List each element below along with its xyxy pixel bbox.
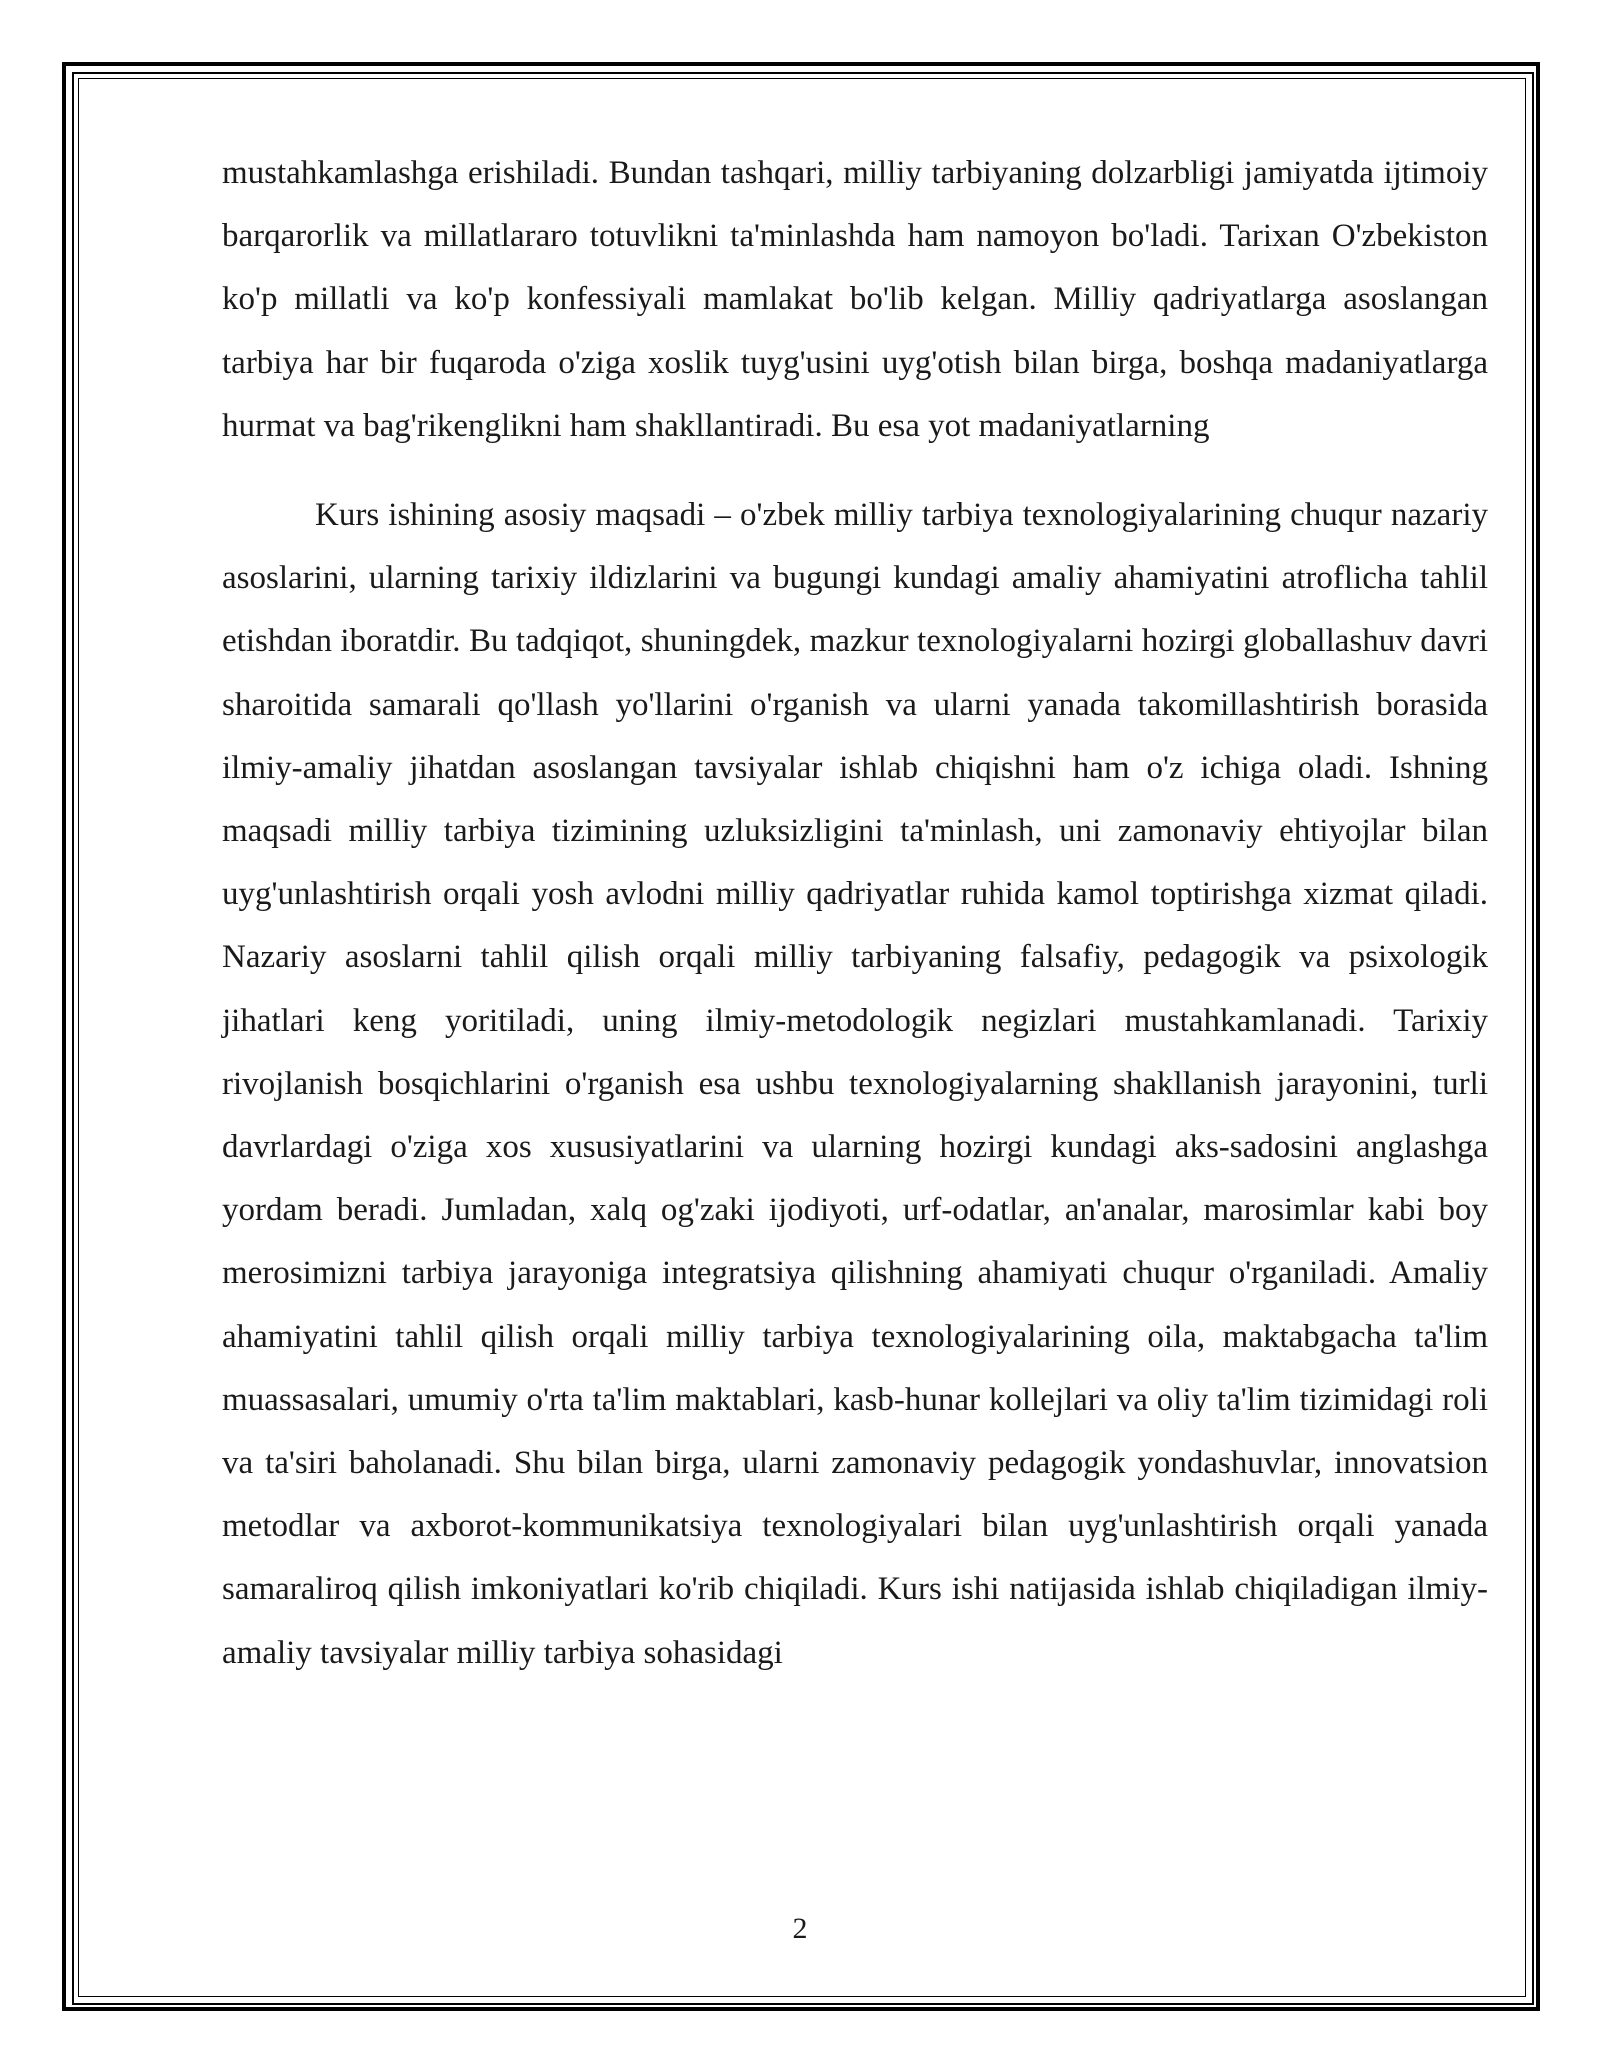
document-body (222, 142, 1488, 1685)
paragraph-continuation: mustahkamlashga erishiladi. Bundan tashqari, milliy tarbiyaning dolzarbligi jamiyatda ijtimoiy barqarorlik va millatlararo totuvlikni ta'minlashda ham namoyon bo'ladi. Tarixan O'zbekiston ko'p millatli va ko'p konfessiyali mamlakat bo'lib kelgan. Milliy qadriyatlarga asoslangan tarbiya har bir fuqaroda o'ziga xoslik tuyg'usini uyg'otish bilan birga, boshqa madaniyatlarga hurmat va bag'rikenglikni ham shakllantiradi. Bu esa yot madaniyatlarning (222, 155, 1488, 444)
paragraph-course-goal: Kurs ishining asosiy maqsadi – o'zbek milliy tarbiya texnologiyalarining chuqur nazariy asoslarini, ularning tarixiy ildizlarini va bugungi kundagi amaliy ahamiyatini atroflicha tahlil etishdan iboratdir. Bu tadqiqot, shuningdek, mazkur texnologiyalarni hozirgi globallashuv davri sharoitida samarali qo'llash yo'llarini o'rganish va ularni yanada takomillashtirish borasida ilmiy-amaliy jihatdan asoslangan tavsiyalar ishlab chiqishni ham o'z ichiga oladi. Ishning maqsadi milliy tarbiya tizimining uzluksizligini ta'minlash, uni zamonaviy ehtiyojlar bilan uyg'unlashtirish orqali yosh avlodni milliy qadriyatlar ruhida kamol toptirishga xizmat qiladi. Nazariy asoslarni tahlil qilish orqali milliy tarbiyaning falsafiy, pedagogik va psixologik jihatlari keng yoritiladi, uning ilmiy-metodologik negizlari mustahkamlanadi. Tarixiy rivojlanish bosqichlarini o'rganish esa ushbu texnologiyalarning shakllanish jarayonini, turli davrlardagi o'ziga xos xususiyatlarini va ularning hozirgi kundagi aks-sadosini anglashga yordam beradi. Jumladan, xalq og'zaki ijodiyoti, urf-odatlar, an'analar, marosimlar kabi boy merosimizni tarbiya jarayoniga integratsiya qilishning ahamiyati chuqur o'rganiladi. Amaliy ahamiyatini tahlil qilish orqali milliy tarbiya texnologiyalarining oila, maktabgacha ta'lim muassasalari, umumiy o'rta ta'lim maktablari, kasb-hunar kollejlari va oliy ta'lim tizimidagi roli va ta'siri baholanadi. Shu bilan birga, ularni zamonaviy pedagogik yondashuvlar, innovatsion metodlar va axborot-kommunikatsiya texnologiyalari bilan uyg'unlashtirish orqali yanada samaraliroq qilish imkoniyatlari ko'rib chiqiladi. Kurs ishi natijasida ishlab chiqiladigan ilmiy-amaliy tavsiyalar milliy tarbiya sohasidagi (222, 497, 1488, 1671)
page-number: 2 (792, 1912, 808, 1945)
